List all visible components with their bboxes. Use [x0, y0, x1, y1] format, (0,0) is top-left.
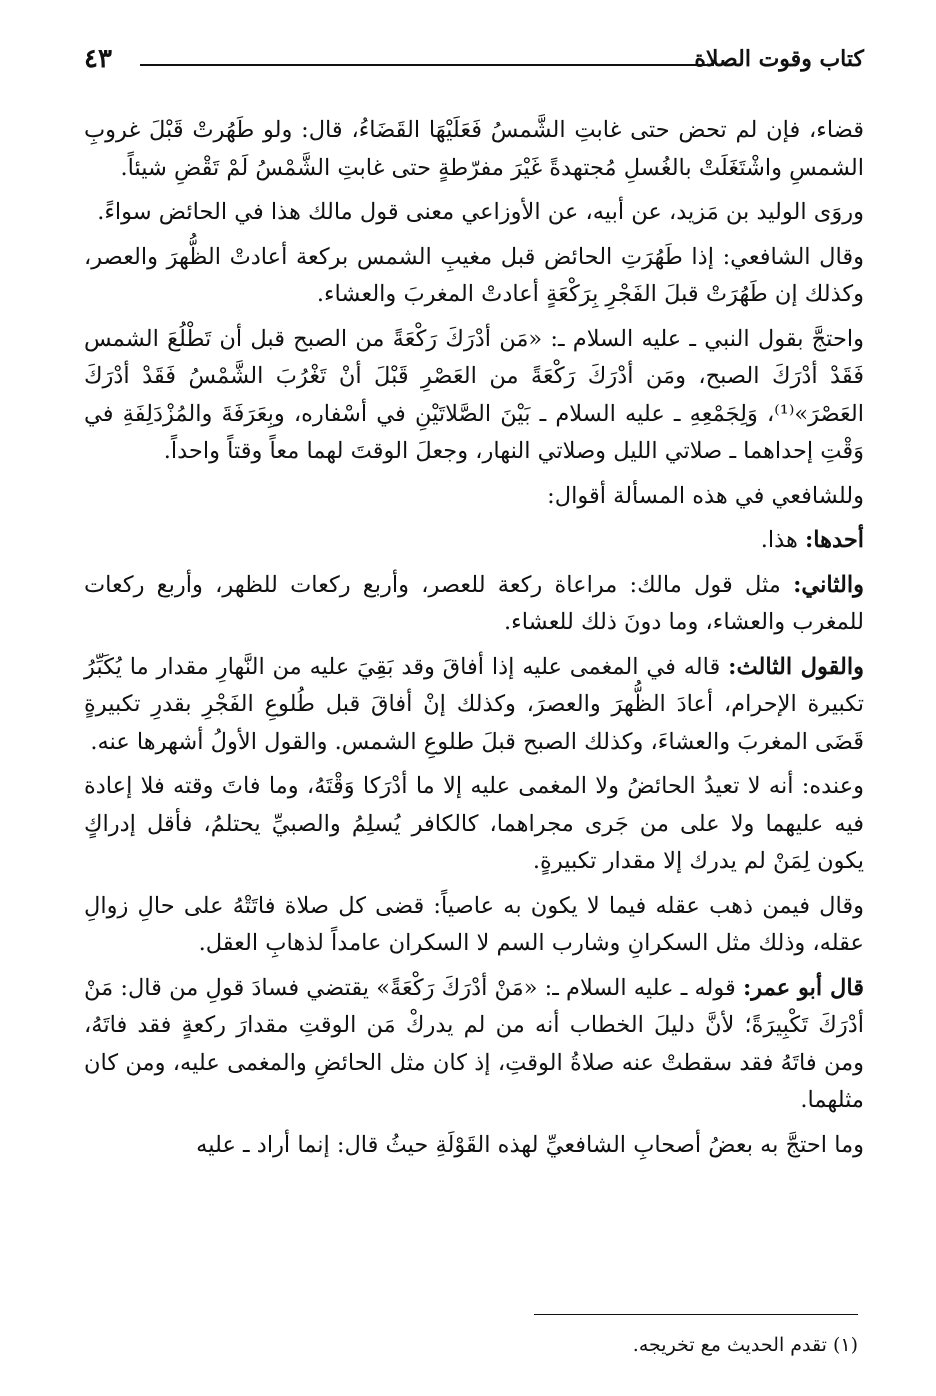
paragraph-text: قوله ـ عليه السلام ـ: «مَنْ أدْرَكَ رَكْعَةً» يقتضي فسادَ قولِ من قال: مَنْ أدْرَكَ تَكْبِيرَةً؛ لأنَّ دليلَ الخطاب أنه من لم يدركْ مَن الوقتِ مقدارَ ركعةٍ فقد فاتَهُ، ومن فاتَهُ فقد سقطتْ عنه صلاةُ الوقتِ، إذ كان مثل الحائضِ والمغمى عليه، ومن كان مثلهما. [84, 974, 864, 1113]
paragraph [84, 1127, 864, 1165]
paragraph [84, 194, 864, 232]
paragraph-label: والثاني: [793, 571, 865, 598]
page-header [84, 34, 864, 74]
paragraph [84, 522, 864, 560]
paragraph [84, 888, 864, 963]
paragraph-text: قضاء، فإن لم تحض حتى غابتِ الشَّمسُ فَعَلَيْهَا القَضَاءُ، قال: ولو طَهُرتْ قَبْلَ غروبِ الشمسِ واشْتَغَلَتْ بالغُسلِ مُجتهدةً غَيْرَ مفرّطةٍ حتى غابتِ الشَّمْسُ لَمْ تَقْضِ شيئاً. [84, 117, 864, 181]
paragraph-text: وللشافعي في هذه المسألة أقوال: [547, 482, 864, 509]
paragraph [84, 970, 864, 1120]
paragraph-label: أحدها: [805, 527, 864, 553]
paragraph-text: واحتجَّ بقول النبي ـ عليه السلام ـ: «مَن أدْرَكَ رَكْعَةً من الصبح قبل أن تَطْلُعَ الشمس فَقَدْ أدْرَكَ الصبح، ومَن أدْرَكَ رَكْعَةً من العَصْرِ قَبْلَ أنْ تَغْرُبَ الشَّمْسُ فَقَدْ أدْرَكَ العَصْرَ»⁽¹⁾، وَلِجَمْعِهِ ـ عليه السلام ـ بَيْنَ الصَّلاتَيْنِ في أسْفاره، وبِعَرَفَةَ والمُزْدَلِفَةِ في وَقْتِ إحداهما ـ صلاتي الليل وصلاتي النهار، وجعلَ الوقتَ لهما معاً وقتاً واحداً. [84, 325, 864, 464]
paragraph [84, 768, 864, 881]
paragraph-text: هذا. [760, 527, 798, 553]
paragraph-text: وقال فيمن ذهب عقله فيما لا يكون به عاصياً: قضى كل صلاة فاتَتْهُ على حالِ زوالِ عقله، وذلك مثل السكرانِ وشارب السم لا السكران عامداً لذهابِ العقل. [84, 892, 864, 956]
page-number: ٤٣ [84, 44, 112, 74]
paragraph [84, 567, 864, 642]
paragraph [84, 112, 864, 187]
main-text [84, 112, 864, 1171]
paragraph [84, 649, 864, 762]
paragraph-text: مثل قول مالك: مراعاة ركعة للعصر، وأربع ركعات للظهر، وأربع ركعات للمغرب والعشاء، وما دونَ ذلك للعشاء. [84, 571, 864, 635]
header-rule [140, 64, 714, 66]
paragraph [84, 239, 864, 314]
footnote: (١) تقدم الحديث مع تخريجه. [632, 1334, 858, 1356]
paragraph-label: قال أبو عمر: [743, 974, 865, 1001]
paragraph-text: وعنده: أنه لا تعيدُ الحائضُ ولا المغمى عليه إلا ما أدْرَكا وَقْتَهُ، وما فاتَ وقته فلا إعادة فيه عليهما ولا على من جَرى مجراهما، كالكافر يُسلِمُ والصبيِّ يحتلمُ، فأقل إدراكٍ يكون لِمَنْ لم يدرك إلا مقدار تكبيرةٍ. [84, 773, 864, 874]
running-title: كتاب وقوت الصلاة [694, 46, 864, 72]
paragraph-label: والقول الثالث: [728, 653, 865, 680]
paragraph-text: قاله في المغمى عليه إذا أفاقَ وقد بَقِيَ عليه من النَّهارِ مقدار ما يُكَبِّرُ تكبيرة الإحرام، أعادَ الظُّهرَ والعصرَ، وكذلك إنْ أفاقَ قبل طُلوعِ الفَجْرِ بقدرِ تكبيرةٍ قَضَى المغربَ والعشاءَ، وكذلك الصبح قبلَ طلوعِ الشمس. والقول الأولُ أشهرها عنه. [84, 653, 864, 755]
paragraph-text: وما احتجَّ به بعضُ أصحابِ الشافعيِّ لهذه القَوْلَةِ حيثُ قال: إنما أراد ـ عليه [196, 1131, 864, 1158]
paragraph [84, 478, 864, 516]
footnote-rule [534, 1314, 858, 1315]
paragraph [84, 321, 864, 471]
paragraph-text: وروَى الوليد بن مَزيد، عن أبيه، عن الأوزاعي معنى قول مالك هذا في الحائض سواءً. [97, 199, 864, 225]
book-page [84, 34, 864, 74]
paragraph-text: وقال الشافعي: إذا طَهُرَتِ الحائض قبل مغيبِ الشمس بركعة أعادتْ الظُّهرَ والعصر، وكذلك إن طَهُرَتْ قبلَ الفَجْرِ بِرَكْعَةٍ أعادتْ المغربَ والعشاء. [84, 243, 864, 307]
